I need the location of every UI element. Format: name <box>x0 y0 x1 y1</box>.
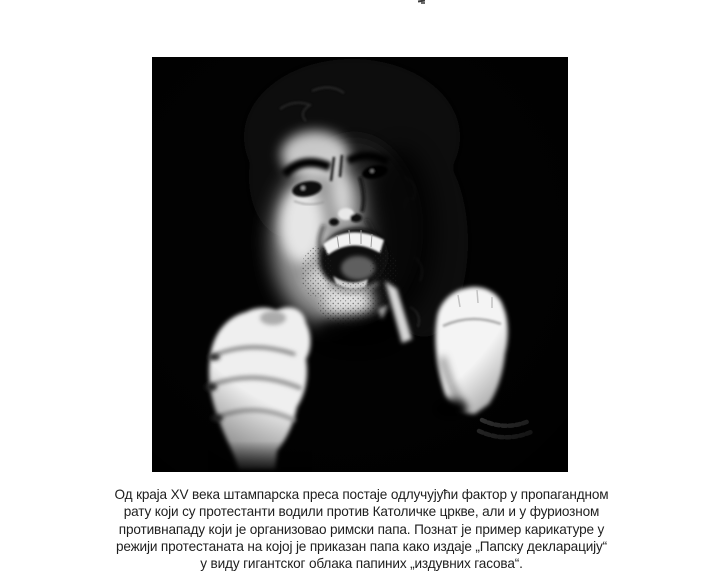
caption-line-2: рату који су протестанти водили против Католичке цркве, али и у фуриозном <box>123 504 600 520</box>
caption-line-3: противнападу који је организовао римски папа. Познат је пример карикатуре у <box>118 521 605 537</box>
caption-line-4: режији протестаната на којој је приказан папа како издаје „Папску декларацију“ <box>115 538 608 554</box>
clipped-text-remnant <box>418 0 428 4</box>
caption-line-5: у виду гигантског облака папиних „издувних гасова“. <box>200 556 523 572</box>
figure-caption <box>0 486 723 572</box>
caption-line-1: Од краја XV века штампарска преса постаје одлучујући фактор у пропагандном <box>114 487 609 502</box>
figure-angry-screaming-man <box>152 57 568 472</box>
remnant-mark <box>421 2 425 4</box>
angry-screaming-man-photo <box>152 57 568 472</box>
